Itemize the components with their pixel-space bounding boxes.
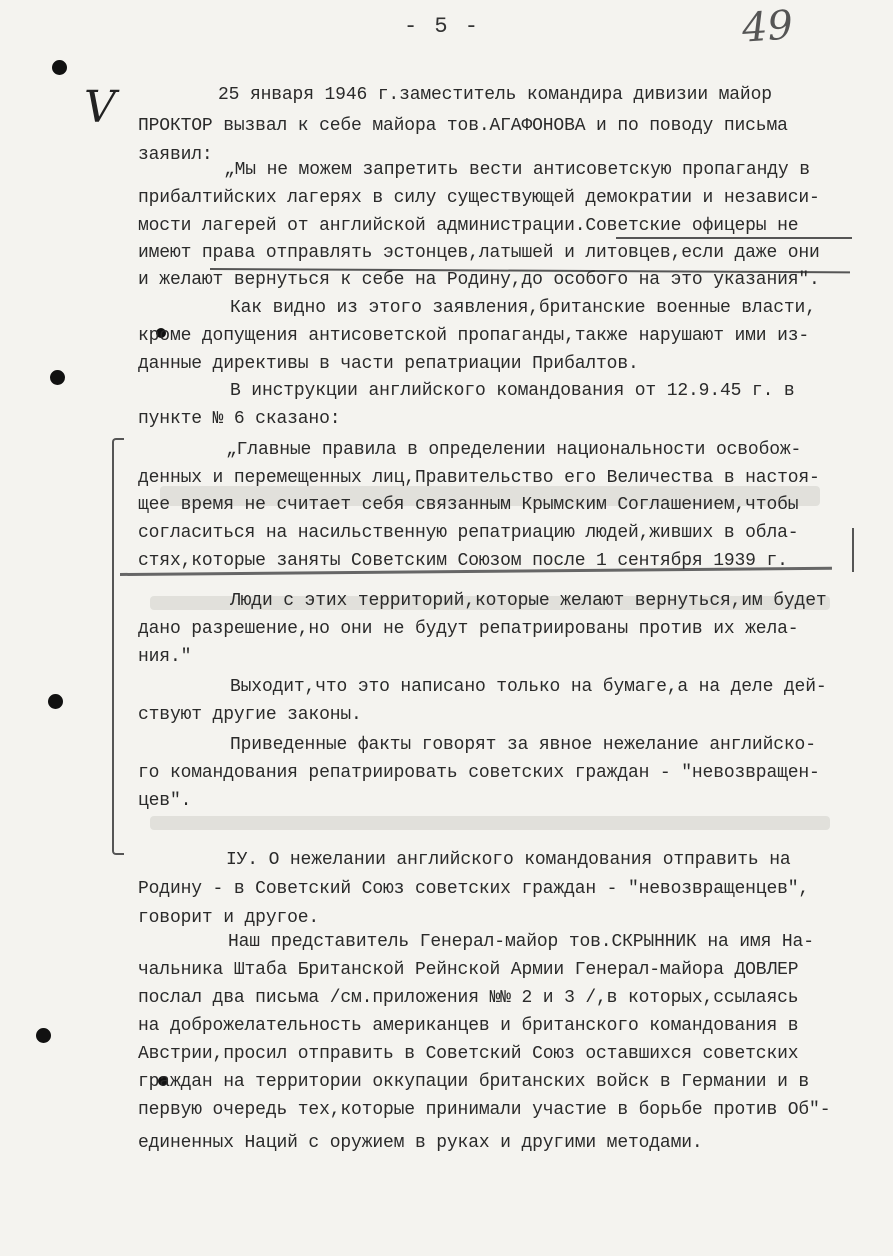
text-line: ПРОКТОР вызвал к себе майора тов.АГАФОНОВА и по поводу письма xyxy=(138,116,788,136)
text-line: Выходит,что это написано только на бумаге,а на деле дей- xyxy=(230,677,827,697)
page-number: - 5 - xyxy=(404,14,481,39)
text-line: согласиться на насильственную репатриацию людей,живших в обла- xyxy=(138,523,799,543)
margin-bracket xyxy=(112,438,124,855)
paper-smudge xyxy=(150,816,830,830)
text-line: прибалтийских лагерях в силу существующей демократии и независи- xyxy=(138,188,820,208)
text-line: Как видно из этого заявления,британские военные власти, xyxy=(230,298,816,318)
archive-page-number: 49 xyxy=(740,2,795,52)
text-line: 25 января 1946 г.заместитель командира дивизии майор xyxy=(218,85,772,105)
text-line: мости лагерей от английской администрации.Советские офицеры не xyxy=(138,216,799,236)
text-line: Приведенные факты говорят за явное нежелание английско- xyxy=(230,735,816,755)
text-line: щее время не считает себя связанным Крымским Соглашением,чтобы xyxy=(138,495,799,515)
text-line: дано разрешение,но они не будут репатриированы против их жела- xyxy=(138,619,799,639)
text-line: В инструкции английского командования от 12.9.45 г. в xyxy=(230,381,795,401)
text-line: говорит и другое. xyxy=(138,908,320,928)
text-line: цев". xyxy=(138,791,192,811)
text-line: граждан на территории оккупации британских войск в Германии и в xyxy=(138,1072,810,1092)
text-line: Наш представитель Генерал-майор тов.СКРЫННИК на имя На- xyxy=(228,932,814,952)
text-line: данные директивы в части репатриации Прибалтов. xyxy=(138,354,639,374)
text-line: Родину - в Советский Союз советских граждан - "невозвращенцев", xyxy=(138,879,810,899)
text-line: Люди с этих территорий,которые желают вернуться,им будет xyxy=(230,591,827,611)
text-line: денных и перемещенных лиц,Правительство его Величества в настоя- xyxy=(138,468,820,488)
text-line: „Мы не можем запретить вести антисоветскую пропаганду в xyxy=(224,160,810,180)
punch-hole xyxy=(52,60,67,75)
text-line: чальника Штаба Британской Рейнской Армии Генерал-майора ДОВЛЕР xyxy=(138,960,799,980)
text-line: ствуют другие законы. xyxy=(138,705,362,725)
underline-mark xyxy=(616,237,852,239)
text-line: имеют права отправлять эстонцев,латышей и литовцев,если даже они xyxy=(138,243,820,263)
text-line: Австрии,просил отправить в Советский Союз оставшихся советских xyxy=(138,1044,799,1064)
text-line: на доброжелательность американцев и британского командования в xyxy=(138,1016,799,1036)
text-line: пункте № 6 сказано: xyxy=(138,409,341,429)
text-line: заявил: xyxy=(138,145,213,165)
text-line: кроме допущения антисоветской пропаганды,также нарушают ими из- xyxy=(138,326,810,346)
text-line: стях,которые заняты Советским Союзом после 1 сентября 1939 г. xyxy=(138,551,788,571)
text-line: „Главные правила в определении национальности освобож- xyxy=(226,440,802,460)
margin-check-mark: V xyxy=(84,82,116,133)
text-line: послал два письма /см.приложения №№ 2 и 3 /,в которых,ссылаясь xyxy=(138,988,799,1008)
text-line: го командования репатриировать советских граждан - "невозвращен- xyxy=(138,763,820,783)
text-line: ния." xyxy=(138,647,192,667)
margin-bracket-right xyxy=(852,528,854,572)
text-line: единенных Наций с оружием в руках и другими методами. xyxy=(138,1133,703,1153)
punch-hole xyxy=(48,694,63,709)
punch-hole xyxy=(50,370,65,385)
text-line: и желают вернуться к себе на Родину,до особого на это указания". xyxy=(138,270,820,290)
punch-hole xyxy=(36,1028,51,1043)
text-line: первую очередь тех,которые принимали участие в борьбе против Об"- xyxy=(138,1100,831,1120)
section-heading: IУ. О нежелании английского командования отправить на xyxy=(226,850,791,870)
